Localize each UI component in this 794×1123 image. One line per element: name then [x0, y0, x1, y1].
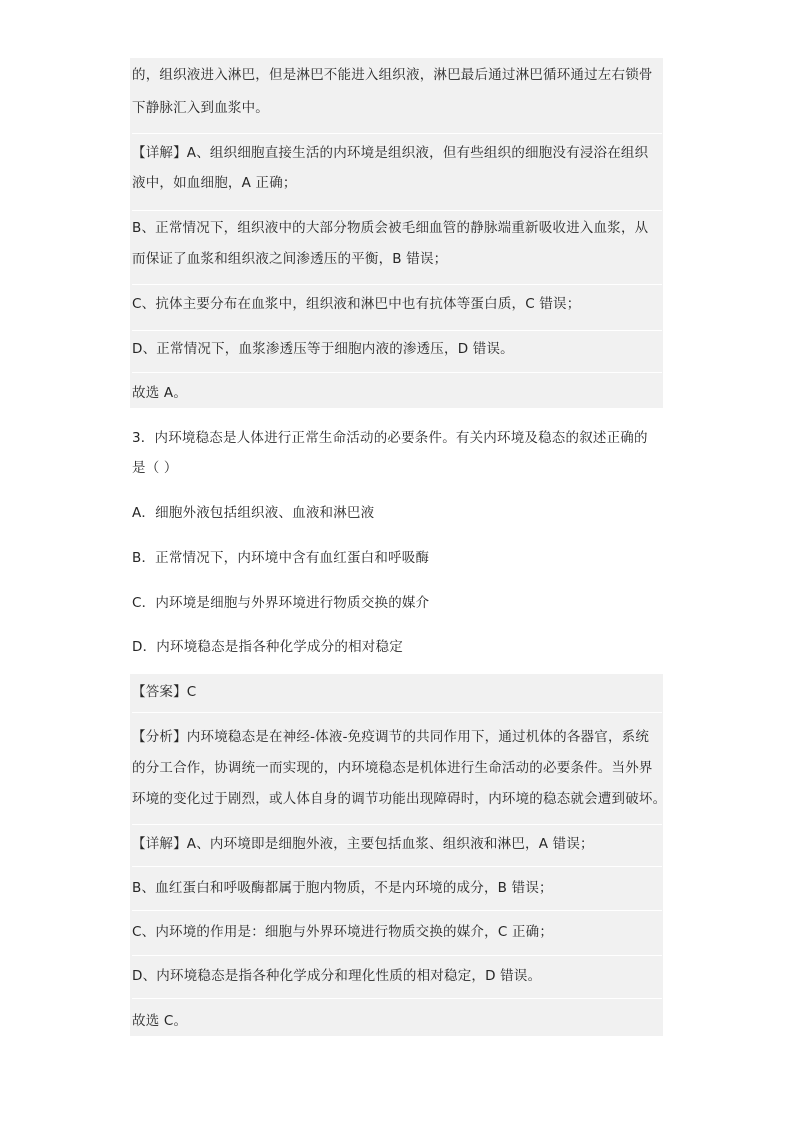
paragraph-divider — [132, 712, 662, 713]
detail-line: 液中，如血细胞，A 正确； — [132, 175, 297, 191]
analysis-line: 的分工合作，协调统一而实现的，内环境稳态是机体进行生命活动的必要条件。当外界 — [132, 760, 653, 776]
detail-line: 【详解】A、组织细胞直接生活的内环境是组织液，但有些组织的细胞没有浸浴在组织 — [132, 145, 649, 161]
question-option-d: D．内环境稳态是指各种化学成分的相对稳定 — [132, 639, 403, 655]
paragraph-divider — [132, 824, 662, 825]
conclusion-line: 故选 C。 — [132, 1013, 188, 1029]
analysis-line: 【分析】内环境稳态是在神经-体液-免疫调节的共同作用下，通过机体的各器官，系统 — [132, 729, 650, 745]
detail-option-b-line: B、正常情况下，组织液中的大部分物质会被毛细血管的静脉端重新吸收进入血浆，从 — [132, 220, 649, 236]
detail-option-d-line: D、正常情况下，血浆渗透压等于细胞内液的渗透压，D 错误。 — [132, 341, 514, 357]
paragraph-divider — [132, 133, 662, 134]
analysis-tail-line: 下静脉汇入到血浆中。 — [132, 100, 269, 116]
paragraph-divider — [132, 955, 662, 956]
detail-option-d-line: D、内环境稳态是指各种化学成分和理化性质的相对稳定，D 错误。 — [132, 968, 542, 984]
detail-option-c-line: C、内环境的作用是：细胞与外界环境进行物质交换的媒介，C 正确； — [132, 924, 554, 940]
question-option-c: C．内环境是细胞与外界环境进行物质交换的媒介 — [132, 595, 430, 611]
question-stem-line: 3．内环境稳态是人体进行正常生命活动的必要条件。有关内环境及稳态的叙述正确的 — [132, 430, 648, 446]
paragraph-divider — [132, 998, 662, 999]
paragraph-divider — [132, 866, 662, 867]
analysis-line: 环境的变化过于剧烈，或人体自身的调节功能出现障碍时，内环境的稳态就会遭到破坏。 — [132, 791, 667, 807]
detail-option-b-line: 而保证了血浆和组织液之间渗透压的平衡，B 错误； — [132, 251, 448, 267]
paragraph-divider — [132, 372, 662, 373]
paragraph-divider — [132, 330, 662, 331]
question-stem-line: 是（ ） — [132, 460, 178, 476]
answer-line: 【答案】C — [132, 684, 197, 700]
paragraph-divider — [132, 210, 662, 211]
paragraph-divider — [132, 284, 662, 285]
conclusion-line: 故选 A。 — [132, 385, 188, 401]
question-option-b: B．正常情况下，内环境中含有血红蛋白和呼吸酶 — [132, 550, 430, 566]
detail-option-b-line: B、血红蛋白和呼吸酶都属于胞内物质，不是内环境的成分，B 错误； — [132, 880, 553, 896]
detail-option-a-line: 【详解】A、内环境即是细胞外液，主要包括血浆、组织液和淋巴，A 错误； — [132, 836, 594, 852]
question-option-a: A．细胞外液包括组织液、血液和淋巴液 — [132, 505, 375, 521]
paragraph-divider — [132, 910, 662, 911]
detail-option-c-line: C、抗体主要分布在血浆中，组织液和淋巴中也有抗体等蛋白质，C 错误； — [132, 296, 581, 312]
analysis-tail-line: 的，组织液进入淋巴，但是淋巴不能进入组织液，淋巴最后通过淋巴循环通过左右锁骨 — [132, 67, 653, 83]
